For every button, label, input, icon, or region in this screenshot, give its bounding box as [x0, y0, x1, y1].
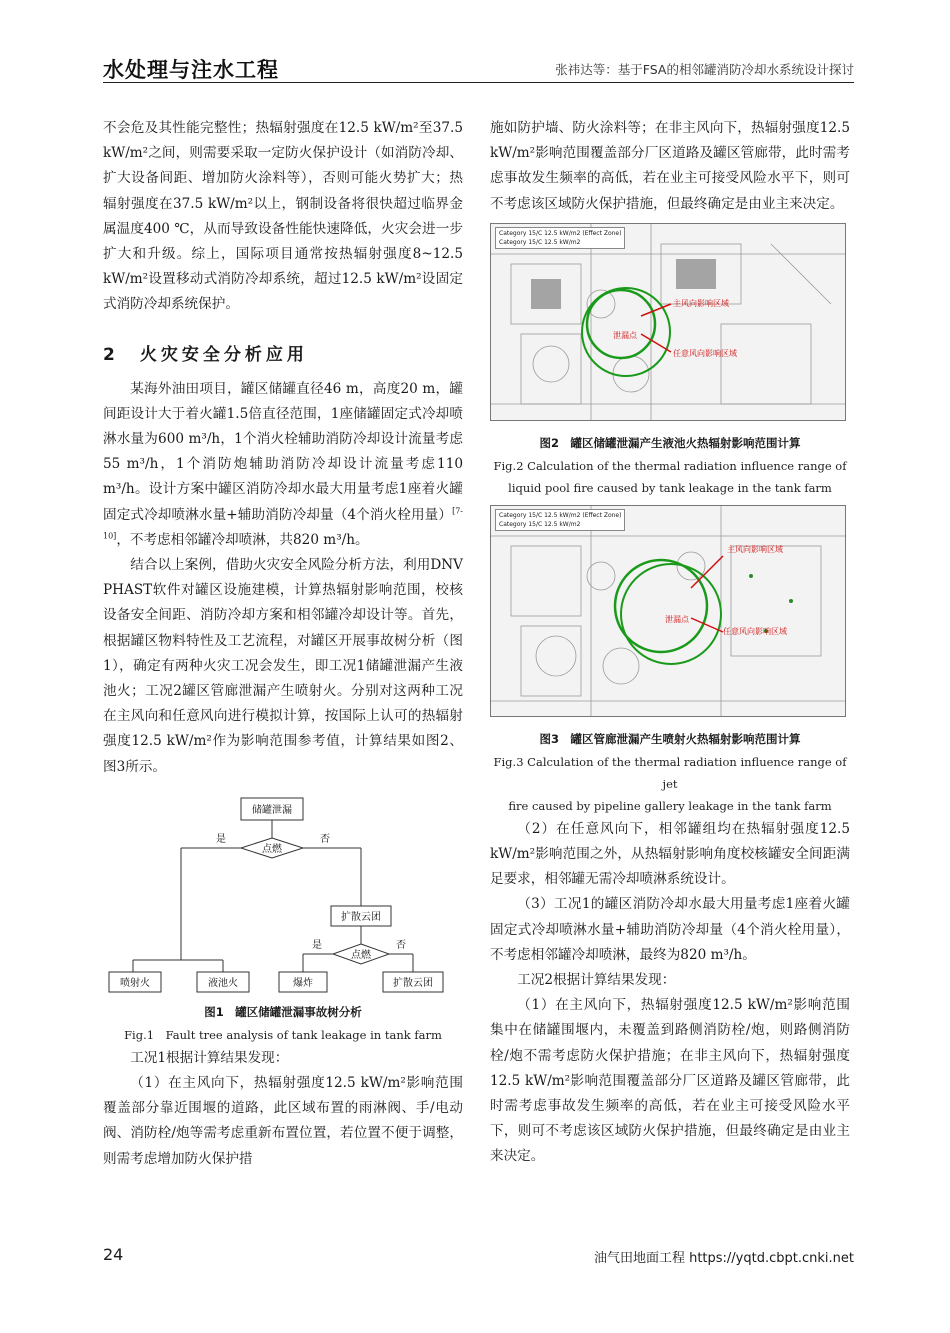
paragraph: 施如防护墙、防火涂料等；在非主风向下，热辐射强度12.5 kW/m²影响范围覆盖部分厂区道路及罐区管廊带，此时需考虑事故发生频率的高低，若在业主可接受风险水平下，则可不考虑该区域防火保护措施，但最终确定是由业主来决定。: [490, 120, 850, 212]
figure-caption-cn: 图3 罐区管廊泄漏产生喷射火热辐射影响范围计算: [539, 731, 801, 746]
label-leak-point: 泄漏点: [665, 614, 689, 624]
left-column: [103, 116, 463, 1172]
running-title: 张祎达等：基于FSA的相邻罐消防冷却水系统设计探讨: [555, 62, 854, 77]
page-header: [103, 52, 854, 83]
site-plan: [491, 506, 845, 716]
figure-1: [103, 794, 463, 1046]
branch-label: 否: [396, 939, 406, 951]
figure-caption-en: fire caused by pipeline gallery leakage in the tank farm: [508, 798, 832, 813]
node-label: 扩散云团: [393, 977, 433, 989]
label-main-wind: 主风向影响区域: [673, 298, 729, 308]
right-column: [490, 116, 850, 1170]
label-any-wind: 任意风向影响区域: [723, 626, 787, 636]
node-label: 点燃: [262, 843, 282, 855]
map-legend: [495, 509, 625, 531]
legend-entry: Category 15/C 12.5 kW/m2 (Effect Zone): [499, 511, 622, 519]
effect-zone-main: [587, 290, 655, 358]
figure-caption-en: Fig.1 Fault tree analysis of tank leakage in tank farm: [124, 1027, 442, 1042]
legend-entry: Category 15/C 12.5 kW/m2 (Effect Zone): [499, 229, 622, 237]
branch-label: 是: [216, 833, 226, 845]
node-label: 扩散云团: [341, 911, 381, 923]
paragraph: 工况2根据计算结果发现：: [517, 972, 676, 989]
paragraph: （1）在主风向下，热辐射强度12.5 kW/m²影响范围覆盖部分靠近围堰的道路，此区域布置的雨淋阀、手/电动阀、消防栓/炮等需考虑重新布置位置，若位置不便于调整，则需考虑增加防火保护措: [103, 1075, 463, 1167]
section-heading: 2 火灾安全分析应用: [103, 344, 308, 365]
paragraph: 不会危及其性能完整性；热辐射强度在12.5 kW/m²至37.5 kW/m²之间，则需要采取一定防火保护设计（如消防冷却、扩大设备间距、增加防火涂料等），否则可能火势扩大；热辐射强度在37.5 kW/m²以上，钢制设备将很快超过临界金属温度400 ℃，从而导致设备性能快速降低，火灾会进一步扩大和升级。综上，国际项目通常按热辐射强度8~12.5 kW/m²设置移动式消防冷却系统，超过12.5 kW/m²设固定式消防冷却系统保护。: [103, 120, 463, 313]
map-legend: [495, 227, 625, 249]
legend-entry: Category 15/C 12.5 kW/m2: [499, 238, 581, 246]
node-label: 液池火: [208, 977, 238, 989]
map-image: [490, 505, 846, 717]
branch-label: 是: [312, 939, 322, 951]
figure-caption-en: Fig.3 Calculation of the thermal radiation influence range of jet: [493, 754, 847, 791]
paragraph-text: ，不考虑相邻罐冷却喷淋，共820 m³/h。: [116, 531, 369, 548]
effect-zone-main: [615, 560, 707, 652]
site-plan: [491, 224, 845, 420]
paragraph: 工况1根据计算结果发现：: [130, 1049, 289, 1066]
figure-3: [490, 505, 850, 817]
paragraph: （3）工况1的罐区消防冷却水最大用量考虑1座着火罐固定式冷却喷淋水量+辅助消防冷却量（4个消火栓用量），不考虑相邻罐冷却喷淋，最终为820 m³/h。: [490, 896, 850, 963]
node-label: 储罐泄漏: [252, 804, 292, 816]
node-label: 爆炸: [293, 977, 313, 989]
paragraph: （2）在任意风向下，相邻罐组均在热辐射强度12.5 kW/m²影响范围之外，从热辐射影响角度校核罐安全间距满足要求，相邻罐无需冷却喷淋系统设计。: [490, 820, 850, 888]
map-image: [490, 223, 846, 421]
node-label: 喷射火: [120, 977, 150, 989]
node-label: 点燃: [351, 949, 371, 961]
label-main-wind: 主风向影响区域: [727, 544, 783, 554]
paragraph: （1）在主风向下，热辐射强度12.5 kW/m²影响范围集中在储罐围堰内，未覆盖到路侧消防栓/炮，则路侧消防栓/炮不需考虑防火保护措施；在非主风向下，热辐射强度12.5 kW/m²影响范围覆盖部分厂区道路及罐区管廊带，此时需考虑事故发生频率的高低，若在业主可接受风险水平下，则可不考虑该区域防火保护措施，但最终确定是由业主来决定。: [490, 997, 850, 1165]
paragraph: [103, 377, 463, 553]
journal-title: 水处理与注水工程: [103, 58, 279, 82]
legend-entry: Category 15/C 12.5 kW/m2: [499, 520, 581, 528]
citation: [7-10]: [103, 506, 463, 541]
branch-label: 否: [320, 833, 330, 845]
page-number: 24: [103, 1245, 124, 1264]
journal-footer: 油气田地面工程 https://yqtd.cbpt.cnki.net: [593, 1251, 854, 1266]
label-any-wind: 任意风向影响区域: [673, 348, 737, 358]
paragraph: 结合以上案例，借助火灾安全风险分析方法，利用DNV PHAST软件对罐区设施建模，计算热辐射影响范围，校核设备安全间距、消防冷却方案和相邻罐冷却设计等。首先，根据罐区物料特性及工艺流程，对罐区开展事故树分析（图1），确定有两种火灾工况会发生，即工况1储罐泄漏产生液池火；工况2罐区管廊泄漏产生喷射火。分别对这两种工况在主风向和任意风向进行模拟计算，按国际上认可的热辐射强度12.5 kW/m²作为影响范围参考值，计算结果如图2、图3所示。: [103, 557, 463, 775]
figure-caption-en: liquid pool fire caused by tank leakage in the tank farm: [508, 480, 832, 495]
fault-tree-diagram: [103, 794, 463, 994]
label-leak-point: 泄漏点: [613, 330, 637, 340]
figure-caption-en: Fig.2 Calculation of the thermal radiation influence range of: [493, 458, 847, 473]
figure-caption-cn: 图1 罐区储罐泄漏事故树分析: [204, 1004, 362, 1019]
figure-2: [490, 223, 850, 499]
paragraph-text: 某海外油田项目，罐区储罐直径46 m，高度20 m，罐间距设计大于着火罐1.5倍直径范围，1座储罐固定式冷却喷淋水量为600 m³/h，1个消火栓辅助消防冷却设计流量考虑55 m³/h，1个消防炮辅助消防冷却设计流量考虑110 m³/h。设计方案中罐区消防冷却水最大用量考虑1座着火罐固定式冷却喷淋水量+辅助消防冷却量（4个消火栓用量）: [103, 380, 463, 523]
figure-caption-cn: 图2 罐区储罐泄漏产生液池火热辐射影响范围计算: [539, 435, 801, 450]
